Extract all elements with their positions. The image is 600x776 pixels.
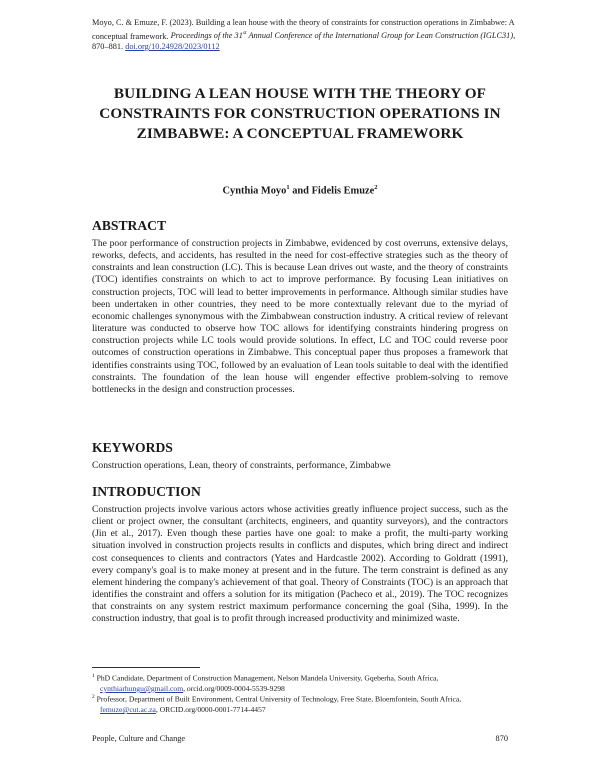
- page-number: 870: [495, 734, 508, 743]
- abstract-text: The poor performance of construction projects in Zimbabwe, evidenced by cost overruns, extensive delays, reworks, defects, and accidents, has resulted in the need for cost-effective strategies such as the theory of constraints and lean construction (LC). This is because Lean drives out waste, and the theory of constraints (TOC) identifies constraints on which to act to improve performance. By focusing Lean initiatives on construction projects, TOC will lead to better improvements in performance. Although similar studies have been undertaken in other countries, they need to be more contextually relevant due to the myriad of economic challenges synonymous with the Zimbabwean construction industry. A critical review of relevant literature was conducted to observe how TOC allows for identifying constraints hindering progress on construction projects while LC tools would provide solutions. In effect, LC and TOC could reverse poor outcomes of construction operations in Zimbabwe. This conceptual paper thus proposes a framework that identifies constraints using TOC, followed by an evaluation of Lean tools suitable to deal with the identified constraints. The foundation of the lean house will engender effective problem-solving to remove bottlenecks in the design and construction processes.: [92, 238, 508, 395]
- citation-header: [92, 18, 522, 53]
- footnote-2-orcid: , ORCID.org/0000-0001-7714-4457: [155, 704, 266, 714]
- footnote-1-text: PhD Candidate, Department of Construction Management, Nelson Mandela University, Gqeberha, South Africa,: [96, 673, 439, 683]
- footnote-mark-1: 1: [286, 184, 290, 191]
- footnote-divider: [92, 667, 200, 668]
- citation-text: Moyo, C. & Emuze, F. (2023). Building a lean house with the theory of constraints for construction operations in Zimbabwe: A conceptual framework.: [92, 18, 515, 41]
- keywords-heading: KEYWORDS: [92, 440, 173, 455]
- footnote-1-mark: 1: [92, 673, 95, 679]
- author-line: [92, 184, 508, 196]
- introduction-heading: INTRODUCTION: [92, 484, 201, 499]
- email-link-1[interactable]: cynthiarhungu@gmail.com: [100, 683, 184, 693]
- email-link-2[interactable]: femuze@cut.ac.za: [100, 704, 156, 714]
- footnote-1-orcid: , orcid.org/0009-0004-5539-9298: [183, 683, 285, 693]
- author-conjunction: and: [292, 185, 309, 197]
- author-2: Fidelis Emuze: [311, 185, 375, 197]
- footnote-mark-2: 2: [374, 184, 378, 191]
- footer-section-name: People, Culture and Change: [92, 734, 186, 743]
- paper-title: BUILDING A LEAN HOUSE WITH THE THEORY OF CONSTRAINTS FOR CONSTRUCTION OPERATIONS IN ZIMBABWE: A CONCEPTUAL FRAMEWORK: [99, 85, 501, 142]
- citation-pages: 870–881.: [92, 41, 124, 51]
- footnote-2-text: Professor, Department of Built Environment, Central University of Technology, Free State, Bloemfontein, South Africa,: [96, 694, 462, 704]
- footnote-1: [92, 671, 508, 694]
- footnote-2-mark: 2: [92, 694, 95, 700]
- abstract-heading: ABSTRACT: [92, 218, 167, 233]
- keywords-text: Construction operations, Lean, theory of constraints, performance, Zimbabwe: [92, 460, 391, 471]
- introduction-text: Construction projects involve various actors whose activities greatly influence project success, such as the client or project owner, the consultant (architects, engineers, and quantity surveyors), and the contractors (Jin et al., 2017). Even though these parties have one goal: to make a profit, the multi-party working situation involved in construction projects results in conflicts and disputes, which bring direct and indirect cost consequences to clients and contractors (Yates and Hardcastle 2002). According to Goldratt (1991), every company's goal is to make money at present and in the future. The term constraint is defined as any element hindering the company's achievement of that goal. Theory of Constraints (TOC) is an approach that identifies the constraint and offers a solution for its mitigation (Pacheco et al., 2019). The TOC recognizes that constraints on any system restrict maximum performance concerning the goal (Siha, 1999). In the construction industry, that goal is to profit through increased productivity and minimized waste.: [92, 504, 508, 625]
- citation-proceedings: Proceedings of the 31st Annual Conference of the International Group for Lean Construction (IGLC31),: [170, 30, 516, 41]
- doi-link[interactable]: doi.org/10.24928/2023/0112: [125, 41, 220, 51]
- author-1: Cynthia Moyo: [222, 185, 287, 197]
- footnote-2: [92, 692, 508, 715]
